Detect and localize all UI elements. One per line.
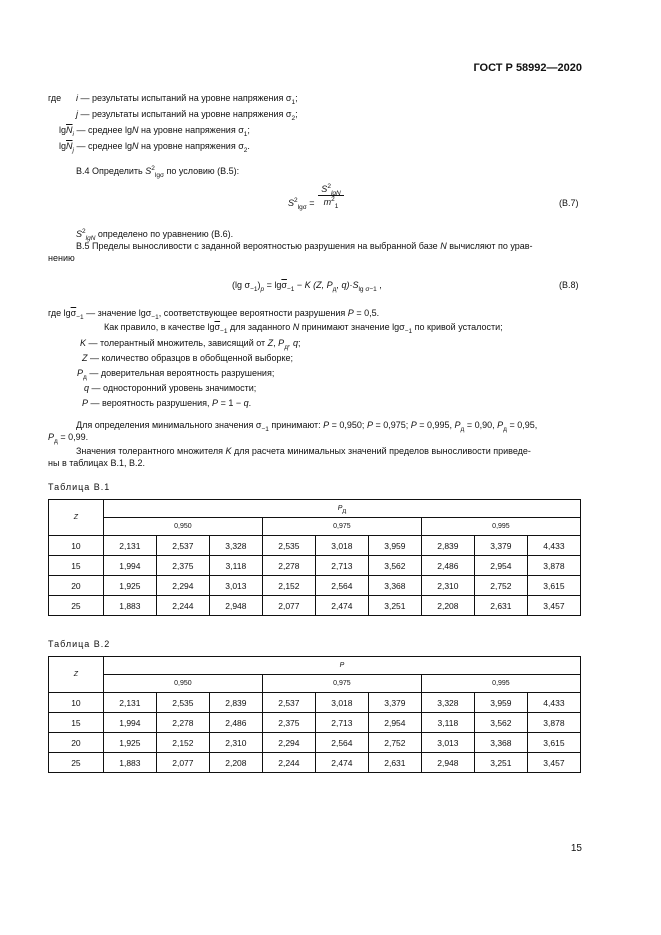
table-cell: 1,925 (103, 733, 156, 753)
table1-col-0950: 0,950 (103, 518, 262, 536)
table-cell-z: 15 (49, 713, 104, 733)
table-cell: 2,564 (315, 576, 368, 596)
table-cell: 2,948 (421, 753, 474, 773)
eq7-denominator: $m^2_1$ (323, 196, 339, 210)
table-cell: 2,752 (368, 733, 421, 753)
table-cell: 3,368 (368, 576, 421, 596)
table-cell: 2,310 (209, 733, 262, 753)
table-cell: 2,535 (262, 536, 315, 556)
table-cell: 3,959 (368, 536, 421, 556)
page-number: 15 (570, 843, 582, 854)
table-cell: 2,208 (421, 596, 474, 616)
table-cell: 3,013 (421, 733, 474, 753)
table1-col-0975: 0,975 (262, 518, 421, 536)
table-cell: 3,328 (209, 536, 262, 556)
table-cell-z: 10 (49, 536, 104, 556)
para-tolerance-line1: Значения толерантного множителя K для расчета минимальных значений пределов выносливости приведе- (76, 446, 531, 456)
table-cell: 2,537 (262, 693, 315, 713)
eq7-lhs: $S^2_{lg\sigma}$ = (288, 197, 315, 211)
table-cell: 3,457 (527, 753, 580, 773)
table-b1 (48, 499, 581, 616)
table-cell: 2,294 (156, 576, 209, 596)
table-cell: 3,379 (474, 536, 527, 556)
eq7-fraction (318, 183, 344, 210)
table-cell: 3,959 (474, 693, 527, 713)
def-q: q — односторонний уровень значимости; (84, 383, 257, 393)
table-cell: 2,713 (315, 556, 368, 576)
table-row (49, 733, 581, 753)
table-b2 (48, 656, 581, 773)
clause-b5-line1: B.5 Пределы выносливости с заданной вероятностью разрушения на выбранной базе N вычисляют по урав- (76, 241, 533, 251)
table-cell: 2,152 (262, 576, 315, 596)
table-row (49, 753, 581, 773)
table-cell: 2,278 (156, 713, 209, 733)
def-lgsigma-note: Как правило, в качестве $\lg\overline{\sigma}_{-1}$ для заданного N принимают значение lgσ$_{-1}$ по кривой усталости; (104, 322, 503, 335)
table-cell: 3,878 (527, 556, 580, 576)
table-cell: 2,564 (315, 733, 368, 753)
table-cell: 3,013 (209, 576, 262, 596)
gde-label: где (48, 93, 62, 103)
table2-caption: Таблица B.2 (48, 639, 111, 649)
table-cell: 2,077 (262, 596, 315, 616)
table1-caption: Таблица B.1 (48, 482, 111, 492)
table-cell: 4,433 (527, 536, 580, 556)
document-header: ГОСТ Р 58992—2020 (473, 62, 582, 74)
table-cell: 2,631 (474, 596, 527, 616)
table-row (49, 536, 581, 556)
table-cell: 3,615 (527, 576, 580, 596)
def-P: P — вероятность разрушения, P = 1 − q. (82, 398, 252, 408)
table-cell: 3,368 (474, 733, 527, 753)
eq7-numerator: $S^2_{lgN}$ (321, 183, 341, 197)
table-cell: 3,457 (527, 596, 580, 616)
table-row (49, 596, 581, 616)
table-cell: 2,752 (474, 576, 527, 596)
table-cell-z: 10 (49, 693, 104, 713)
def-lgN-i: $\lg\overline{N}_i$ — среднее lgN на уровне напряжения $\sigma_1$; (59, 125, 250, 138)
def-K: K — толерантный множитель, зависящий от Z, $P_д$, q; (80, 338, 301, 351)
table-cell: 2,713 (315, 713, 368, 733)
table-row (49, 576, 581, 596)
table-cell: 2,208 (209, 753, 262, 773)
para-tolerance-line2: ны в таблицах B.1, B.2. (48, 458, 145, 468)
table-cell: 3,251 (368, 596, 421, 616)
table2-col-0975: 0,975 (262, 675, 421, 693)
table-cell: 2,294 (262, 733, 315, 753)
table-cell: 2,839 (209, 693, 262, 713)
table-cell-z: 20 (49, 576, 104, 596)
table-cell: 2,131 (103, 536, 156, 556)
table-cell: 2,954 (474, 556, 527, 576)
table-cell: 2,537 (156, 536, 209, 556)
table-cell-z: 25 (49, 596, 104, 616)
table-cell: 2,375 (156, 556, 209, 576)
table-cell: 1,994 (103, 713, 156, 733)
table-cell: 2,077 (156, 753, 209, 773)
table-cell-z: 15 (49, 556, 104, 576)
table2-group-header: P (103, 657, 580, 675)
table-cell: 3,562 (474, 713, 527, 733)
table-cell: 3,328 (421, 693, 474, 713)
table-cell: 2,486 (209, 713, 262, 733)
table1-group-header: $P_д$ (103, 500, 580, 518)
table-cell: 2,631 (368, 753, 421, 773)
table-cell: 3,615 (527, 733, 580, 753)
table-cell: 1,925 (103, 576, 156, 596)
table2-z-header: Z (49, 657, 104, 693)
table2-col-0995: 0,995 (421, 675, 580, 693)
table-cell: 2,244 (156, 596, 209, 616)
eq7-label: (B.7) (559, 198, 579, 208)
table-cell: 2,244 (262, 753, 315, 773)
table-cell-z: 25 (49, 753, 104, 773)
table-cell: 1,883 (103, 596, 156, 616)
table-cell: 3,118 (209, 556, 262, 576)
table-cell: 2,474 (315, 596, 368, 616)
table-cell: 1,883 (103, 753, 156, 773)
eq8-label: (B.8) (559, 280, 579, 290)
table-cell: 3,018 (315, 536, 368, 556)
table-cell: 2,310 (421, 576, 474, 596)
table-cell: 3,379 (368, 693, 421, 713)
table-cell: 3,118 (421, 713, 474, 733)
table-cell: 2,375 (262, 713, 315, 733)
table-row (49, 556, 581, 576)
def-Pd: $P_д$ — доверительная вероятность разрушения; (77, 368, 275, 381)
table-cell: 2,535 (156, 693, 209, 713)
def-j: j — результаты испытаний на уровне напряжения $\sigma_2$; (76, 109, 298, 122)
table-cell: 3,018 (315, 693, 368, 713)
table-cell: 3,878 (527, 713, 580, 733)
table-cell: 2,474 (315, 753, 368, 773)
table-cell: 2,948 (209, 596, 262, 616)
table-cell: 1,994 (103, 556, 156, 576)
table-cell: 3,562 (368, 556, 421, 576)
table-row (49, 713, 581, 733)
def-lgN-j: $\lg\overline{N}_j$ — среднее lgN на уровне напряжения $\sigma_2$. (59, 141, 250, 154)
table-cell: 2,954 (368, 713, 421, 733)
table1-z-header: Z (49, 500, 104, 536)
table-cell: 2,152 (156, 733, 209, 753)
table-cell-z: 20 (49, 733, 104, 753)
table-cell: 3,251 (474, 753, 527, 773)
para-min-values-line1: Для определения минимального значения $\sigma_{-1}$ принимают: P = 0,950; P = 0,975; P = 0,995, $P_д = 0,90$, $P_д = 0,95$, (76, 420, 538, 433)
def-Z: Z — количество образцов в обобщенной выборке; (82, 353, 294, 363)
clause-b5-line2: нению (48, 253, 75, 263)
table-cell: 2,839 (421, 536, 474, 556)
table-cell: 2,278 (262, 556, 315, 576)
table1-col-0995: 0,995 (421, 518, 580, 536)
table2-col-0950: 0,950 (103, 675, 262, 693)
para-min-values-line2: $P_д = 0,99$. (48, 432, 89, 445)
def-i: i — результаты испытаний на уровне напряжения $\sigma_1$; (76, 93, 298, 106)
table-cell: 4,433 (527, 693, 580, 713)
para-slgn: $S^2_{lgN}$ определено по уравнению (B.6). (76, 228, 234, 242)
eq8-formula: (lg $\sigma_{-1})_p = \lg\overline{\sigma}_{-1} - K$ (Z, $P_д$, $q)\cdot S_{lg \sigma-1}$ , (232, 280, 382, 293)
table-cell: 2,486 (421, 556, 474, 576)
table-row (49, 693, 581, 713)
table-cell: 2,131 (103, 693, 156, 713)
clause-b4: B.4 Определить $S^2_{lg\sigma}$ по условию (B.5): (76, 165, 240, 179)
def-lgsigma: где $\lg\overline{\sigma}_{-1}$ — значение lgσ$_{-1}$, соответствующее вероятности разрушения P = 0,5. (48, 308, 380, 321)
